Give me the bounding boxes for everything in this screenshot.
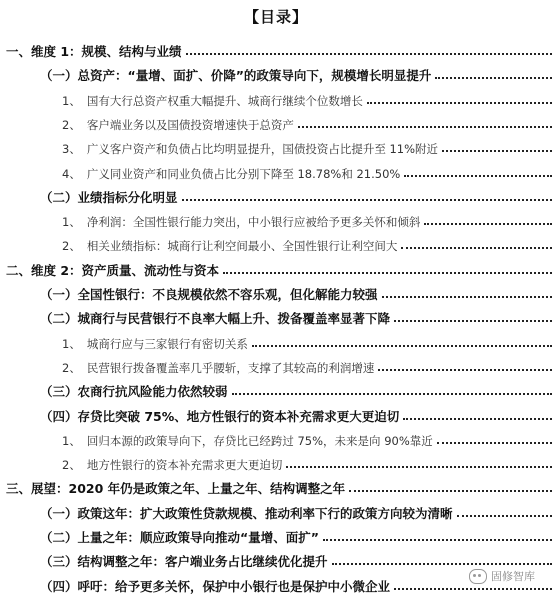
toc-entry-number: 1、: [62, 336, 81, 351]
dot-leader: [367, 101, 552, 104]
toc-entry-label: 广义客户资产和负债占比均明显提升，国债投资占比提升至 11%附近: [86, 142, 439, 157]
toc-entry-label: （四）呼吁：给予更多关怀，保护中小银行也是保护中小微企业: [40, 578, 391, 594]
toc-entry-text: [62, 336, 248, 352]
toc-entry-level-3: [0, 206, 552, 230]
dot-leader: [394, 319, 552, 322]
toc-entry-label: 城商行应与三家银行有密切关系: [86, 336, 248, 351]
toc-entry-label: （一）总资产：“量增、面扩、价降”的政策导向下，规模增长明显提升: [40, 68, 432, 84]
dot-leader: [332, 562, 552, 565]
toc-entry-level-3: [0, 230, 552, 254]
toc-entry-number: 3、: [62, 142, 81, 157]
toc-entry-level-3: [0, 109, 552, 133]
dot-leader: [182, 198, 552, 201]
toc-entry-text: [62, 457, 282, 473]
toc-entry-number: 2、: [62, 360, 81, 375]
dot-leader: [401, 246, 552, 249]
toc-entry-text: [40, 309, 390, 327]
dot-leader: [437, 441, 552, 444]
toc-entry-level-2: [0, 60, 552, 84]
toc-entry-text: [40, 577, 390, 595]
dot-leader: [424, 222, 552, 225]
toc-entry-level-3: [0, 158, 552, 182]
toc-entry-level-2: [0, 376, 552, 400]
toc-entry-number: 2、: [62, 117, 81, 132]
dot-leader: [457, 514, 552, 517]
toc-entry-label: （二）上量之年：顺应政策导向推动“量增、面扩”: [40, 530, 319, 545]
dot-leader: [323, 538, 552, 541]
dot-leader: [298, 125, 552, 128]
toc-entry-label: （一）全国性银行：不良规模依然不容乐观，但化解能力较强: [40, 287, 378, 302]
toc-entry-text: [40, 66, 431, 84]
toc-entry-level-2: [0, 498, 552, 522]
toc-entry-text: [62, 93, 363, 109]
toc-entry-text: [62, 166, 400, 182]
toc-entry-level-3: [0, 352, 552, 376]
toc-entry-text: [40, 528, 319, 546]
toc-entry-text: [6, 261, 219, 279]
dot-leader: [382, 295, 552, 298]
toc-entry-text: [40, 504, 453, 522]
toc-entry-number: 1、: [62, 93, 81, 108]
dot-leader: [223, 271, 552, 274]
toc-entry-text: [62, 117, 294, 133]
toc-entry-number: 2、: [62, 458, 81, 473]
toc-entry-label: （二）业绩指标分化明显: [40, 189, 178, 205]
toc-entry-level-3: [0, 449, 552, 473]
dot-leader: [232, 392, 552, 395]
toc-title: 【目录】: [243, 8, 308, 26]
dot-leader: [394, 587, 552, 590]
toc-entry-label: 三、展望：2020 年仍是政策之年、上量之年、结构调整之年: [6, 481, 346, 497]
dot-leader: [404, 174, 552, 177]
dot-leader: [286, 465, 552, 468]
dot-leader: [442, 149, 552, 152]
toc-entry-text: [62, 360, 374, 376]
toc-entry-text: [40, 382, 228, 400]
dot-leader: [252, 344, 552, 347]
dot-leader: [349, 489, 552, 492]
toc-entry-label: 地方性银行的资本补充需求更大更迫切: [86, 458, 283, 473]
watermark-text: 固修智库: [491, 570, 535, 583]
toc-entry-label: （四）存贷比突破 75%、地方性银行的资本补充需求更大更迫切: [40, 408, 400, 424]
toc-entry-label: 民营银行拨备覆盖率几乎腰斩，支撑了其较高的利润增速: [86, 360, 375, 375]
toc-entry-label: 回归本源的政策导向下，存贷比已经跨过 75%，未来是向 90%靠近: [86, 433, 433, 448]
toc-entry-text: [6, 42, 182, 60]
toc-entry-text: [62, 214, 420, 230]
toc-entry-level-1: [0, 255, 552, 279]
toc-entry-number: 4、: [62, 166, 81, 181]
toc-entry-label: 一、维度 1：规模、结构与业绩: [6, 44, 182, 59]
toc-entry-level-2: [0, 303, 552, 327]
toc-entry-level-2: [0, 182, 552, 206]
dot-leader: [378, 368, 552, 371]
toc-entry-level-1: [0, 473, 552, 497]
toc-entry-number: 2、: [62, 239, 81, 254]
toc-entry-label: （三）农商行抗风险能力依然较弱: [40, 384, 228, 400]
toc-entry-level-2: [0, 401, 552, 425]
toc-entry-text: [40, 285, 378, 303]
toc-entry-label: 广义同业资产和同业负债占比分别下降至 18.78%和 21.50%: [86, 166, 401, 181]
toc-entry-label: 二、维度 2：资产质量、流动性与资本: [6, 262, 220, 278]
dot-leader: [186, 52, 552, 55]
toc-entry-text: [62, 141, 438, 157]
toc-entry-text: [40, 552, 328, 570]
toc-entry-level-2: [0, 279, 552, 303]
toc-entry-text: [40, 407, 399, 425]
toc-entry-label: 国有大行总资产权重大幅提升、城商行继续个位数增长: [86, 93, 363, 108]
toc-entry-label: （二）城商行与民营银行不良率大幅上升、拨备覆盖率显著下降: [40, 311, 391, 327]
toc-entry-text: [62, 238, 397, 254]
toc-entry-text: [40, 188, 178, 206]
toc-entry-label: 客户端业务以及国债投资增速快于总资产: [86, 117, 294, 132]
watermark: [466, 567, 538, 585]
toc-entry-label: （一）政策这年：扩大政策性贷款规模、推动利率下行的政策方向较为清晰: [40, 505, 453, 521]
toc-entry-label: （三）结构调整之年：客户端业务占比继续优化提升: [40, 554, 328, 570]
toc-entry-level-1: [0, 36, 552, 60]
toc-entry-level-3: [0, 328, 552, 352]
dot-leader: [403, 417, 552, 420]
toc-entry-number: 1、: [62, 433, 81, 448]
toc-entry-level-3: [0, 425, 552, 449]
toc-entry-level-3: [0, 133, 552, 157]
dot-leader: [435, 76, 552, 79]
toc-entry-level-2: [0, 522, 552, 546]
toc-entry-label: 相关业绩指标：城商行让利空间最小、全国性银行让利空间大: [86, 239, 398, 254]
toc-entry-text: [6, 479, 345, 497]
wechat-icon: [469, 569, 487, 584]
toc-entry-number: 1、: [62, 215, 81, 230]
toc-entry-label: 净利润：全国性银行能力突出，中小银行应被给予更多关怀和倾斜: [86, 215, 421, 230]
toc-entry-text: [62, 433, 433, 449]
toc-entry-level-3: [0, 85, 552, 109]
